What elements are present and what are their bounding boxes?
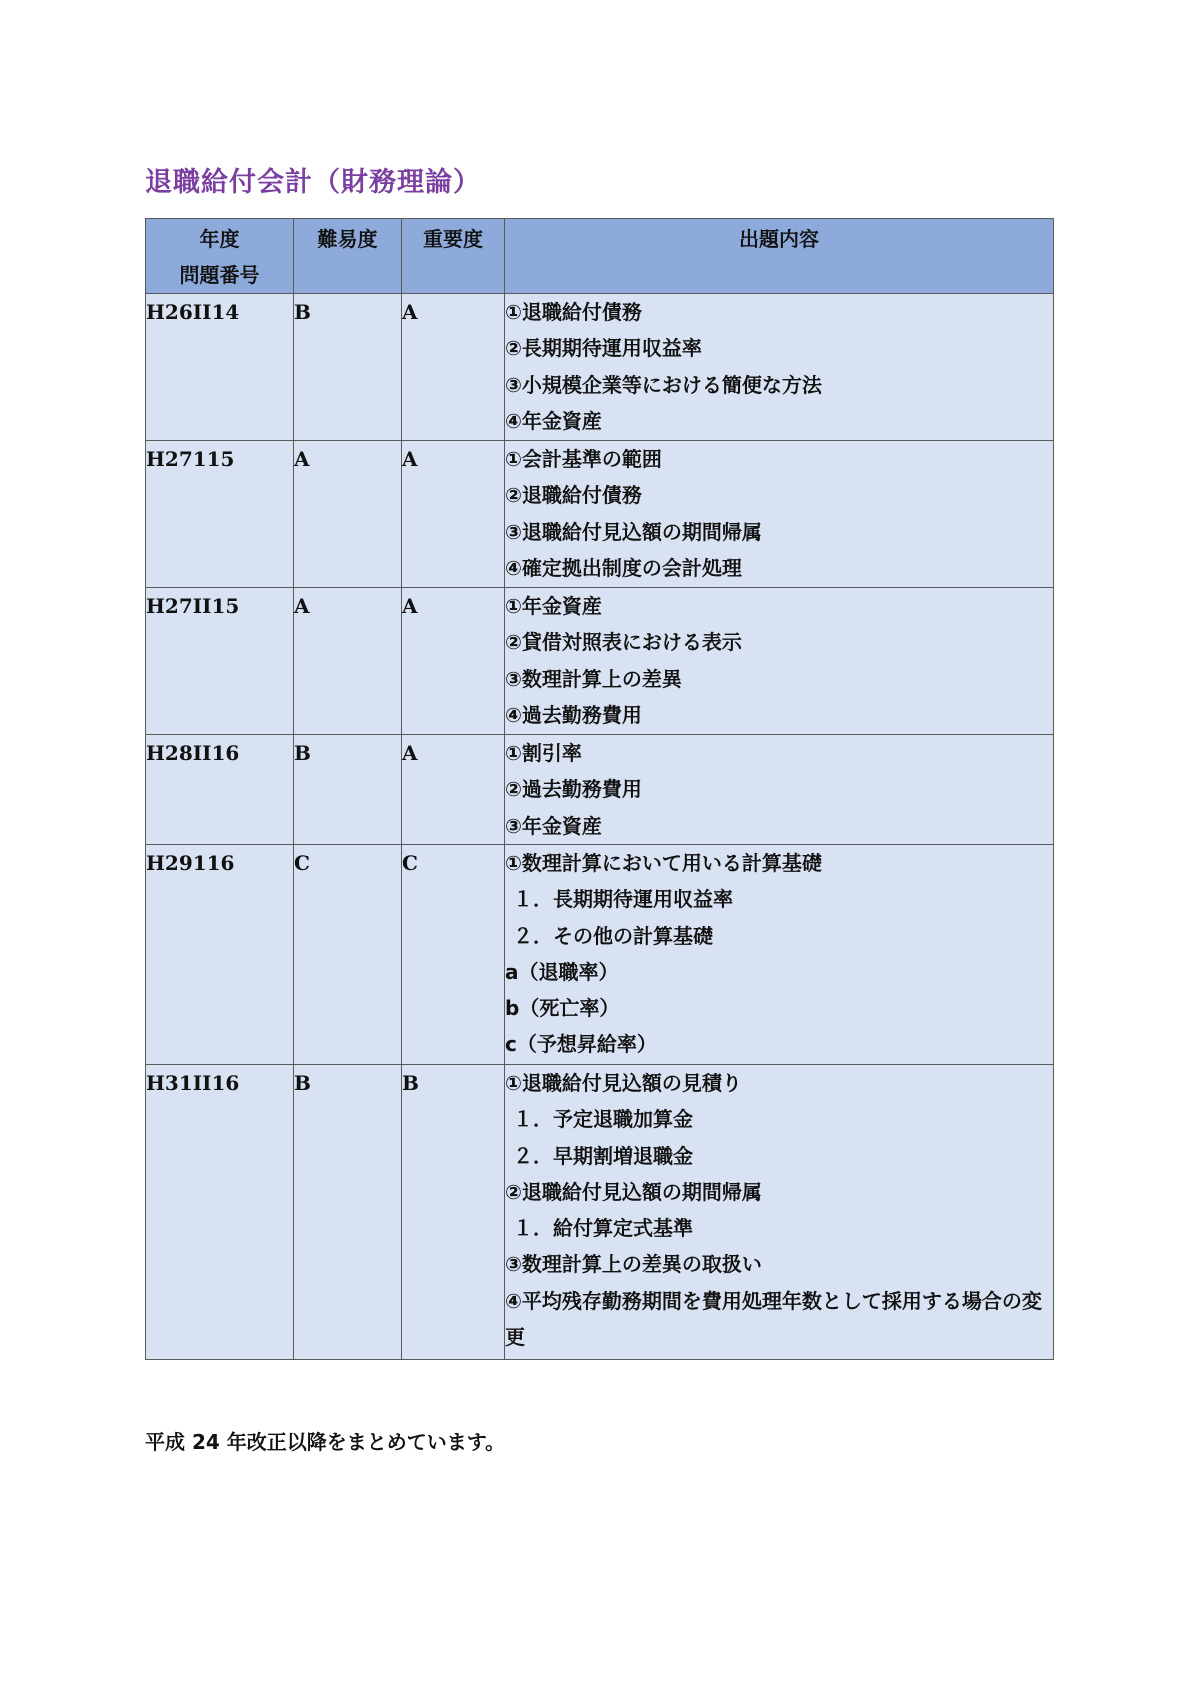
table-row (146, 1065, 1054, 1360)
page-title: 退職給付会計（財務理論） (145, 167, 481, 198)
question-code-cell: H31II16 (146, 1065, 294, 1360)
question-code-cell: H27115 (146, 441, 294, 588)
content-cell (505, 845, 1054, 1065)
topic-item: a（退職率） (505, 959, 619, 984)
topic-item: b（死亡率） (505, 996, 620, 1021)
topic-item: ③退職給付見込額の期間帰属 (505, 519, 762, 544)
topic-item: ②長期期待運用収益率 (505, 336, 702, 361)
difficulty-cell: A (294, 441, 402, 588)
importance-cell: A (402, 735, 505, 845)
topic-item: １．長期期待運用収益率 (513, 887, 733, 912)
topic-item: １．予定退職加算金 (513, 1107, 693, 1132)
topic-item: ①年金資産 (505, 594, 602, 618)
content-cell (505, 441, 1054, 588)
question-code-cell: H26II14 (146, 294, 294, 441)
topic-item: ２．早期割増退職金 (513, 1143, 693, 1168)
header-year (146, 219, 294, 294)
topic-item: ①会計基準の範囲 (505, 447, 662, 471)
table-row (146, 441, 1054, 588)
table-row (146, 588, 1054, 735)
topic-item: ②退職給付見込額の期間帰属 (505, 1179, 762, 1204)
topic-item: ④過去勤務費用 (505, 702, 642, 727)
topic-item: ③年金資産 (505, 813, 602, 838)
difficulty-cell: C (294, 845, 402, 1065)
table-header-row (146, 219, 1054, 294)
topic-item: ④確定拠出制度の会計処理 (505, 555, 742, 580)
difficulty-cell: A (294, 588, 402, 735)
header-importance: 重要度 (402, 219, 505, 294)
topic-item: ④年金資産 (505, 408, 602, 433)
content-cell (505, 735, 1054, 845)
table-row (146, 735, 1054, 845)
question-code-cell: H28II16 (146, 735, 294, 845)
topic-item: ③数理計算上の差異 (505, 666, 682, 691)
topic-item: ２．その他の計算基礎 (513, 923, 713, 948)
header-difficulty: 難易度 (294, 219, 402, 294)
topic-item: c（予想昇給率） (505, 1032, 657, 1057)
importance-cell: A (402, 588, 505, 735)
exam-topics-table (145, 218, 1054, 1360)
importance-cell: B (402, 1065, 505, 1360)
header-content: 出題内容 (505, 219, 1054, 294)
importance-cell: A (402, 441, 505, 588)
header-year-line1: 年度 (199, 227, 240, 251)
footer-note: 平成 24 年改正以降をまとめています。 (145, 1430, 506, 1454)
difficulty-cell: B (294, 294, 402, 441)
importance-cell: A (402, 294, 505, 441)
difficulty-cell: B (294, 1065, 402, 1360)
table-body (146, 294, 1054, 1360)
topic-item: ①数理計算において用いる計算基礎 (505, 851, 822, 875)
topic-item: ②過去勤務費用 (505, 777, 642, 802)
content-cell (505, 1065, 1054, 1360)
topic-item: ③数理計算上の差異の取扱い (505, 1252, 762, 1277)
topic-item: ①退職給付債務 (505, 300, 642, 324)
content-cell (505, 588, 1054, 735)
question-code-cell: H29116 (146, 845, 294, 1065)
topic-item: １．給付算定式基準 (513, 1216, 693, 1241)
importance-cell: C (402, 845, 505, 1065)
topic-item: ②退職給付債務 (505, 483, 642, 508)
question-code-cell: H27II15 (146, 588, 294, 735)
table-row (146, 294, 1054, 441)
content-cell (505, 294, 1054, 441)
difficulty-cell: B (294, 735, 402, 845)
topic-item: ④平均残存勤務期間を費用処理年数として採用する場合の変更 (505, 1288, 1042, 1350)
header-year-line2: 問題番号 (179, 263, 260, 287)
table-row (146, 845, 1054, 1065)
topic-item: ①割引率 (505, 741, 582, 765)
topic-item: ①退職給付見込額の見積り (505, 1071, 742, 1095)
topic-item: ②貸借対照表における表示 (505, 630, 742, 655)
topic-item: ③小規模企業等における簡便な方法 (505, 372, 822, 397)
